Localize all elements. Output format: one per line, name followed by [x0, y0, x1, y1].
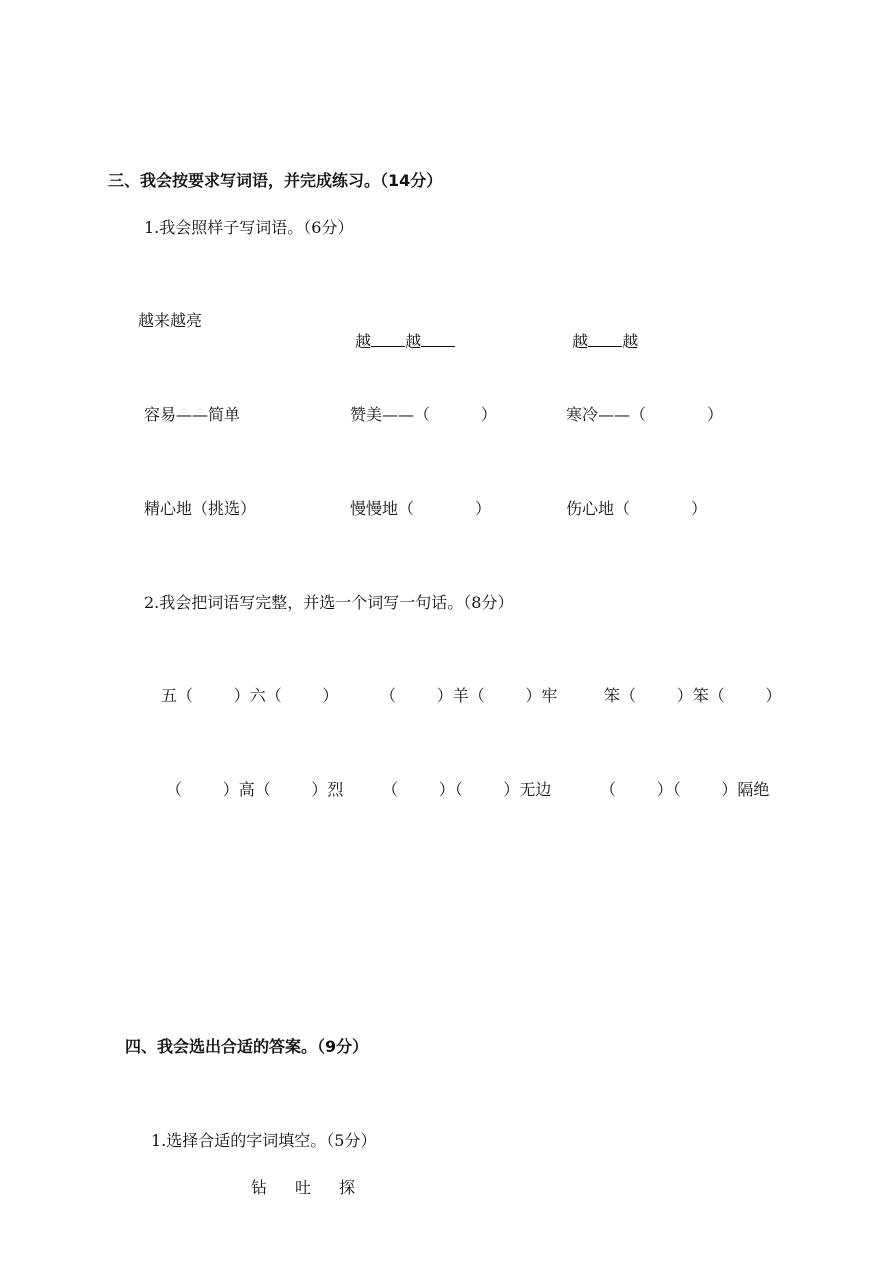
pattern-char: 越: [572, 332, 589, 351]
pattern-item-3: [562, 311, 638, 352]
synonym-blank-item[interactable]: 寒冷——（ ）: [566, 405, 724, 424]
section4-question-1-title: 1.选择合适的字词填空。（5分）: [151, 1131, 377, 1150]
synonym-blank-item[interactable]: 赞美——（ ）: [350, 405, 497, 424]
blank-line[interactable]: [421, 331, 455, 347]
example-word: 越来越亮: [138, 311, 203, 330]
idiom-blank-item[interactable]: （ ）（ ）无边: [382, 780, 552, 799]
pattern-char: 越: [355, 332, 372, 351]
idiom-blank-item[interactable]: （ ）（ ）隔绝: [600, 780, 770, 799]
blank-line[interactable]: [588, 331, 622, 347]
pattern-char: 越: [405, 332, 422, 351]
question-2-title: 2.我会把词语写完整，并选一个词写一句话。（8分）: [144, 593, 514, 612]
idiom-blank-item[interactable]: （ ）高（ ）烈: [166, 780, 344, 799]
pattern-item-2: [345, 311, 455, 352]
idiom-blank-item[interactable]: 笨（ ）笨（ ）: [604, 686, 782, 705]
question-1-title: 1.我会照样子写词语。（6分）: [144, 218, 354, 237]
blank-line[interactable]: [371, 331, 405, 347]
word-choices: 钻 吐 探: [251, 1178, 362, 1197]
idiom-blank-item[interactable]: 五（ ）六（ ）: [161, 686, 339, 705]
example-synonym: 容易——简单: [144, 405, 241, 424]
section3-title: 三、我会按要求写词语，并完成练习。（14分）: [108, 171, 443, 190]
adverb-blank-item[interactable]: 伤心地（ ）: [566, 499, 708, 518]
section4-title: 四、我会选出合适的答案。（9分）: [125, 1037, 369, 1056]
pattern-char: 越: [622, 332, 639, 351]
idiom-blank-item[interactable]: （ ）羊（ ）牢: [380, 686, 558, 705]
adverb-blank-item[interactable]: 慢慢地（ ）: [350, 499, 492, 518]
example-adverb-phrase: 精心地（挑选）: [144, 499, 257, 518]
